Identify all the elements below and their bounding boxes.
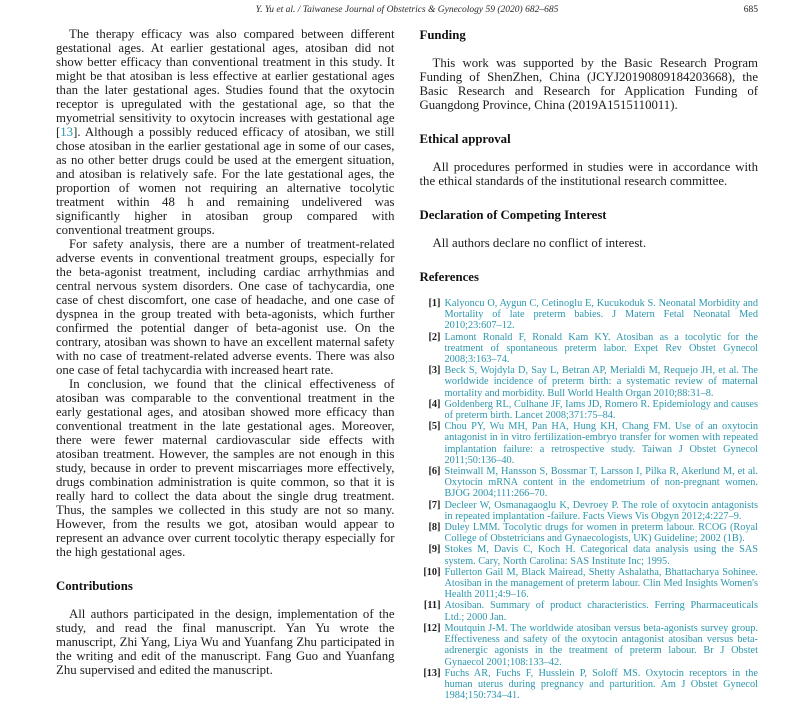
ethical-approval-heading: Ethical approval [419,132,511,146]
reference-item [420,421,759,466]
references-heading: References [419,270,479,284]
reference-link-text[interactable]: Goldenberg RL, Culhane JF, Iams JD, Romero R. Epidemiology and causes of preterm birth. Lancet 2008;371:75–84. [444,398,758,422]
reference-link-text[interactable]: Decleer W, Osmanagaoglu K, Devroey P. The role of oxytocin antagonists in repeated implantation -failure. Facts Views Vis Obgyn 2012;4:227–9. [444,499,758,522]
reference-item [420,399,759,421]
reference-number: [8] [428,522,441,534]
reference-link-text[interactable]: Lamont Ronald F, Ronald Kam KY. Atosiban as a tocolytic for the treatment of spontaneous preterm labor. Expet Rev Obstet Gynecol 2008;3:163–74. [444,331,758,366]
discussion-paragraph-3: In conclusion, we found that the clinical effectiveness of atosiban was comparable to the conventional treatment in the early gestational ages, and atosiban showed more efficacy than conventional treatment in the late gestational ages. Moreover, there were fewer maternal cardiovascular side effects with atosiban treatment. However, the samples are not enough in this study, because in order to prevent miscarriages more effectively, drugs combination administration is quite common, so that it is really hard to collect the data about the single drug treatment. Thus, the samples we collected in this study are not so many. However, from the results we got, atosiban would appear to represent an advance over current tocolytic therapy especially for the high gestational ages. [56,377,395,559]
reference-number: [1] [428,298,441,309]
reference-link-text[interactable]: Kalyoncu O, Aygun C, Cetinoglu E, Kucukoduk S. Neonatal Morbidity and Mortality of late preterm babies. J Matern Fetal Neonatal Med 2010;23:607–12. [444,298,758,332]
ethical-approval-paragraph: All procedures performed in studies were in accordance with the ethical standards of the institutional research committee. [419,160,758,188]
funding-paragraph: This work was supported by the Basic Research Program Funding of ShenZhen, China (JCYJ20190809184203668), the Basic Research and Research for Application Funding of Guangdong Province, China (2019A1515110011). [419,56,758,112]
reference-item [420,365,759,399]
reference-number: [12] [423,622,441,634]
reference-item [420,544,759,566]
reference-number: [3] [428,365,441,377]
reference-item [420,567,759,601]
contributions-heading: Contributions [56,579,133,593]
reference-number: [9] [428,544,441,556]
paragraph-text: ]. Although a possibly reduced efficacy of atosiban, we still chose atosiban in the earlier gestational age in some of our cases, as no other better drugs could be used at the emergent situation, and atosiban is relatively safe. For the late gestational ages, the proportion of women not requiring an alternative tocolytic treatment within 48 h and remaining undelivered was significantly higher in atosiban group compared with conventional treatment groups. [56,125,395,237]
reference-item [420,522,759,544]
reference-link-text[interactable]: Moutquin J-M. The worldwide atosiban versus beta-agonists survey group. Effectiveness and safety of the oxytocin antagonist atosiban versus beta-adrenergic agonists in the treatment of preterm labour. Br J Obstet Gynaecol 2001;108:133–42. [444,622,758,668]
reference-list [420,298,759,701]
reference-item [420,600,759,622]
declaration-heading: Declaration of Competing Interest [419,208,607,222]
page-number: 685 [743,5,758,15]
inline-citation-13[interactable]: 13 [60,125,74,139]
reference-item [420,500,759,522]
funding-heading: Funding [419,28,466,42]
reference-item [420,298,759,332]
running-head: Y. Yu et al. / Taiwanese Journal of Obstetrics & Gynecology 59 (2020) 682–685 [255,5,559,15]
reference-item [420,623,759,668]
reference-number: [7] [428,499,441,511]
reference-link-text[interactable]: Beck S, Wojdyla D, Say L, Betran AP, Merialdi M, Requejo JH, et al. The worldwide incidence of preterm birth: a systematic review of maternal mortality and morbidity. Bull World Health Organ 2010;88:31–8. [444,365,758,399]
discussion-paragraph-2: For safety analysis, there are a number of treatment-related adverse events in conventional treatment groups, especially for the beta-agonist treatment, including cardiac arrhythmias and central nervous system disorders. One case of tachycardia, one case of chest discomfort, one case of headache, and one case of dyspnea in the group treated with beta-agonists, which further confirmed the potential danger of beta-agonist use. On the contrary, atosiban was shown to have an excellent maternal safety with no case of treatment-related adverse events. There was also one case of fetal tachycardia with increased heart rate. [56,237,395,377]
right-column [420,27,759,701]
reference-link-text[interactable]: Steinwall M, Hansson S, Bossmar T, Larsson I, Pilka R, Akerlund M, et al. Oxytocin mRNA content in the endometrium of non-pregnant women. BJOG 2004;111:266–70. [444,466,758,500]
reference-number: [10] [423,566,441,578]
reference-number: [11] [423,600,441,612]
reference-link-text[interactable]: Fuchs AR, Fuchs F, Husslein P, Soloff MS. Oxytocin receptors in the human uterus during pregnancy and parturition. Am J Obstet Gynecol 1984;150:734–41. [444,667,758,702]
reference-link-text[interactable]: Stokes M, Davis C, Koch H. Categorical data analysis using the SAS system. Cary, North Carolina: SAS Institute Inc; 1995. [444,544,758,567]
reference-number: [4] [428,398,441,410]
reference-number: [2] [428,331,441,343]
declaration-paragraph: All authors declare no conflict of interest. [432,236,647,250]
reference-link-text[interactable]: Fullerton Gail M, Black Mairead, Shetty Ashalatha, Bhattacharya Sohinee. Atosiban in the management of preterm labour. Clin Med Insights Women's Health 2011;4:9–16. [444,566,758,601]
two-column-layout [56,27,758,701]
reference-item [420,668,759,702]
reference-number: [5] [428,421,441,433]
reference-link-text[interactable]: Duley LMM. Tocolytic drugs for women in preterm labour. RCOG (Royal College of Obstetricians and Gynaecologists, UK) Guideline; 2002 (1B). [444,522,758,545]
reference-link-text[interactable]: Atosiban. Summary of product characteristics. Ferring Pharmaceuticals Ltd.; 2000 Jan. [444,600,758,623]
reference-number: [13] [423,667,441,679]
reference-link-text[interactable]: Chou PY, Wu MH, Pan HA, Hung KH, Chang FM. Use of an oxytocin antagonist in in vitro fertilization-embryo transfer for women with repeated implantation failure: a retrospective study. Taiwan J Obstet Gynecol 2011;50:136–40. [444,421,758,466]
paragraph-text: The therapy efficacy was also compared between different gestational ages. At earlier gestational ages, atosiban did not show better efficacy than conventional treatment in this study. It might be that atosiban is less effective at earlier gestational ages than the later gestational ages. Studies found that the oxytocin receptor is upregulated with the gestational age, so that the myometrial sensitivity to oxytocin increases with gestational age [ [56,27,395,139]
reference-item [420,332,759,366]
discussion-paragraph-1 [56,27,395,237]
left-column [56,27,395,701]
contributions-paragraph: All authors participated in the design, implementation of the study, and read the final manuscript. Yan Yu wrote the manuscript, Zhi Yang, Liya Wu and Yuanfang Zhu participated in the writing and edit of the manuscript. Fang Guo and Yuanfang Zhu supervised and edited the manuscript. [56,607,395,677]
reference-item [420,466,759,500]
reference-number: [6] [428,466,441,478]
